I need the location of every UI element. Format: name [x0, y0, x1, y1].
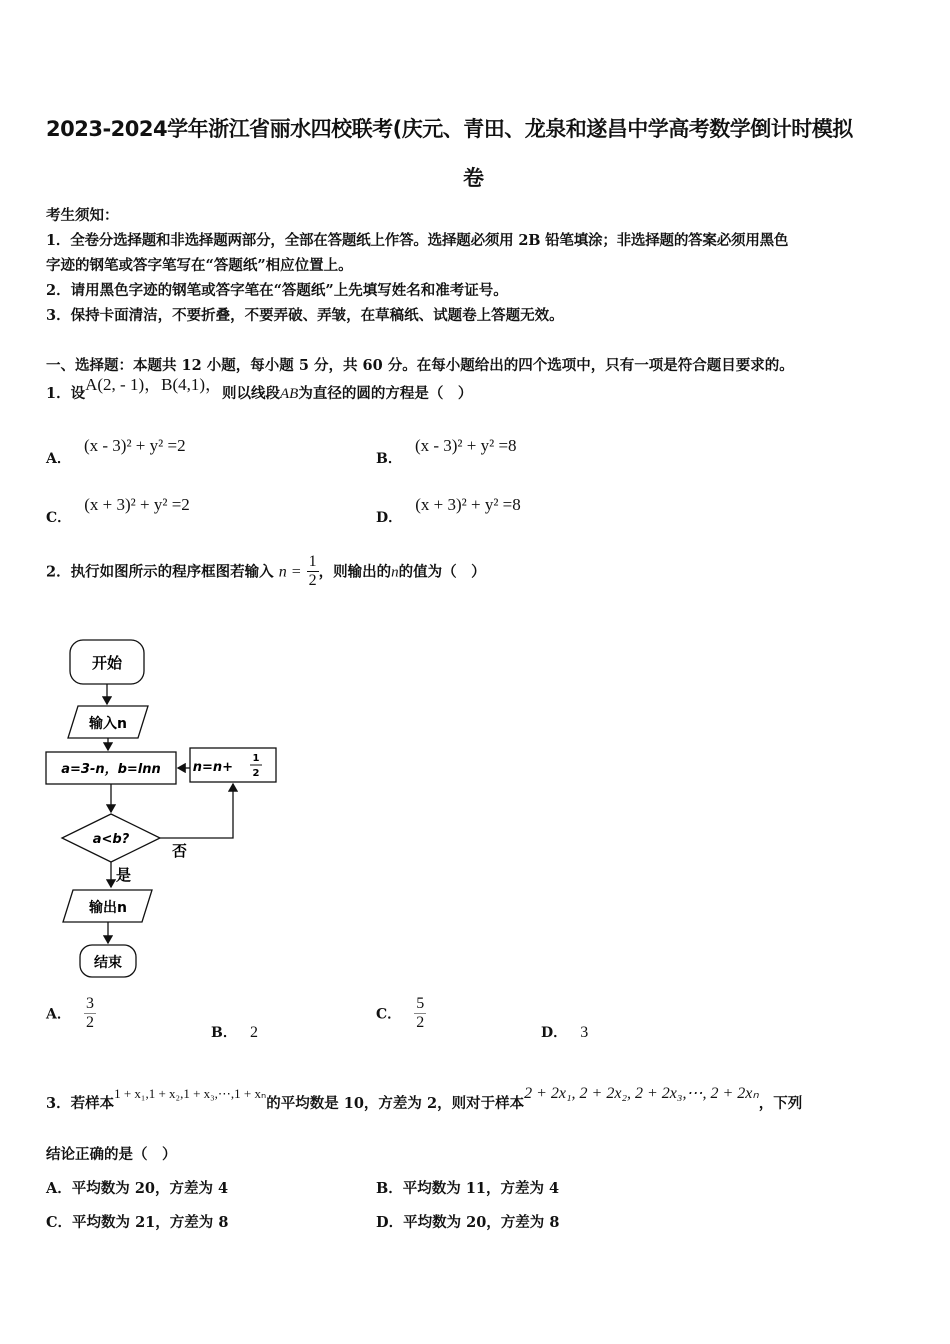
q3-option-a[interactable] [46, 1177, 228, 1198]
flow-assign-text: a=3-n，b=lnn [61, 762, 161, 777]
q3-mid: 的平均数是 10，方差为 2，则对于样本 [266, 1095, 525, 1112]
q2-option-c-label: C． [376, 1006, 402, 1023]
q1-option-b-expr: (x - 3)² + y² =8 [414, 436, 517, 455]
q3-option-b-label: B． [376, 1180, 403, 1197]
q2-var: n = [278, 563, 302, 581]
q1-points: A(2, - 1)，B(4,1)， [85, 375, 223, 394]
notice-item-1a: 1．全卷分选择题和非选择题两部分，全部在答题纸上作答。选择题必须用 2B 铅笔填涂；非选择题的答案必须用黑色 [46, 232, 789, 249]
flow-update-num: 1 [252, 753, 260, 764]
q2-suffix-b: 的值为（ ） [398, 563, 486, 581]
q3-option-b[interactable] [376, 1177, 559, 1198]
q1-option-d-label: D． [376, 510, 403, 526]
q2-option-c-value [414, 995, 426, 1033]
q2-option-d-label: D． [541, 1025, 568, 1041]
q1-option-d[interactable] [376, 495, 521, 526]
question-3 [46, 1082, 916, 1112]
q1-suffix-b: 为直径的圆的方程是（ ） [298, 385, 473, 402]
q1-segment: AB [280, 386, 299, 402]
q2-prefix: 2．执行如图所示的程序框图若输入 [46, 563, 274, 581]
q3-option-d-text: 平均数为 20，方差为 8 [403, 1214, 560, 1231]
q1-option-b[interactable] [376, 436, 517, 467]
q2-option-a[interactable] [46, 995, 96, 1033]
q3-prefix: 3．若样本 [46, 1095, 115, 1112]
q3-option-c-text: 平均数为 21，方差为 8 [72, 1214, 229, 1231]
notice-item-2: 2．请用黑色字迹的钢笔或答字笔在“答题纸”上先填写姓名和准考证号。 [46, 282, 508, 299]
q2-var2: n [391, 564, 399, 581]
q1-prefix: 1．设 [46, 385, 86, 402]
flow-no-label: 否 [172, 842, 188, 860]
flow-update-den: 2 [252, 768, 260, 779]
notice-heading: 考生须知： [46, 207, 119, 224]
q2-option-a-den: 2 [85, 1014, 94, 1032]
q2-option-a-num: 3 [84, 995, 96, 1014]
q3-option-c[interactable] [46, 1211, 228, 1232]
exam-title-line2: 卷 [463, 166, 484, 190]
q2-option-a-value [84, 995, 96, 1033]
flow-decision-text: a<b? [92, 832, 130, 847]
q1-option-c-label: C． [46, 510, 72, 526]
exam-title-line1: 2023-2024学年浙江省丽水四校联考(庆元、青田、龙泉和遂昌中学高考数学倒计时模拟 [46, 117, 853, 141]
flow-end-text: 结束 [94, 955, 122, 971]
question-2 [46, 553, 486, 591]
notice-item-3: 3．保持卡面清洁，不要折叠，不要弄破、弄皱，在草稿纸、试题卷上答题无效。 [46, 307, 564, 324]
q1-option-b-label: B． [376, 451, 402, 467]
q3-sample2: 2 + 2x₁, 2 + 2x₂, 2 + 2x₃,⋯, 2 + 2xₙ [524, 1085, 759, 1102]
q2-option-d[interactable] [541, 1022, 588, 1042]
notice-item-1b: 字迹的钢笔或答字笔写在“答题纸”相应位置上。 [46, 257, 353, 274]
q1-option-c[interactable] [46, 495, 190, 526]
q2-suffix-a: ，则输出的 [318, 563, 392, 581]
q2-fraction [307, 553, 319, 591]
q2-option-d-value: 3 [580, 1024, 589, 1041]
q1-option-d-expr: (x + 3)² + y² =8 [415, 495, 521, 514]
q2-fraction-den: 2 [308, 572, 317, 590]
q2-option-b[interactable] [211, 1022, 258, 1042]
q3-option-d-label: D． [376, 1214, 404, 1231]
q3-option-d[interactable] [376, 1211, 559, 1232]
q1-option-a-label: A． [46, 451, 71, 467]
flow-output-text: 输出n [89, 900, 127, 916]
q2-option-b-label: B． [211, 1025, 237, 1041]
q1-option-a-expr: (x - 3)² + y² =2 [83, 436, 186, 455]
flow-update-text: n=n+ [192, 760, 233, 775]
q3-suffix: ，下列 [758, 1095, 803, 1112]
q3-option-c-label: C． [46, 1214, 73, 1231]
q2-fraction-num: 1 [307, 553, 319, 572]
flow-yes-label: 是 [116, 866, 132, 884]
q3-option-b-text: 平均数为 11，方差为 4 [402, 1180, 560, 1197]
q3-option-a-label: A． [46, 1180, 72, 1197]
q2-option-c[interactable] [376, 995, 426, 1033]
question-1 [46, 375, 473, 403]
flow-start-text: 开始 [91, 654, 123, 672]
q2-option-a-label: A． [46, 1006, 71, 1023]
q1-option-a[interactable] [46, 436, 186, 467]
q2-option-c-den: 2 [416, 1014, 425, 1032]
q3-sample1: 1 + x₁,1 + x₂,1 + x₃,⋯,1 + xₙ [114, 1086, 267, 1101]
q3-line2: 结论正确的是（ ） [46, 1146, 177, 1163]
q2-option-c-num: 5 [414, 995, 426, 1014]
q3-option-a-text: 平均数为 20，方差为 4 [71, 1180, 229, 1197]
q1-suffix-a: 则以线段 [222, 385, 281, 402]
flowchart [40, 632, 290, 982]
q1-option-c-expr: (x + 3)² + y² =2 [84, 495, 190, 514]
section-heading: 一、选择题：本题共 12 小题，每小题 5 分，共 60 分。在每小题给出的四个选项中，只有一项是符合题目要求的。 [46, 357, 794, 374]
q2-option-b-value: 2 [249, 1024, 258, 1041]
flow-input-text: 输入n [89, 716, 127, 732]
